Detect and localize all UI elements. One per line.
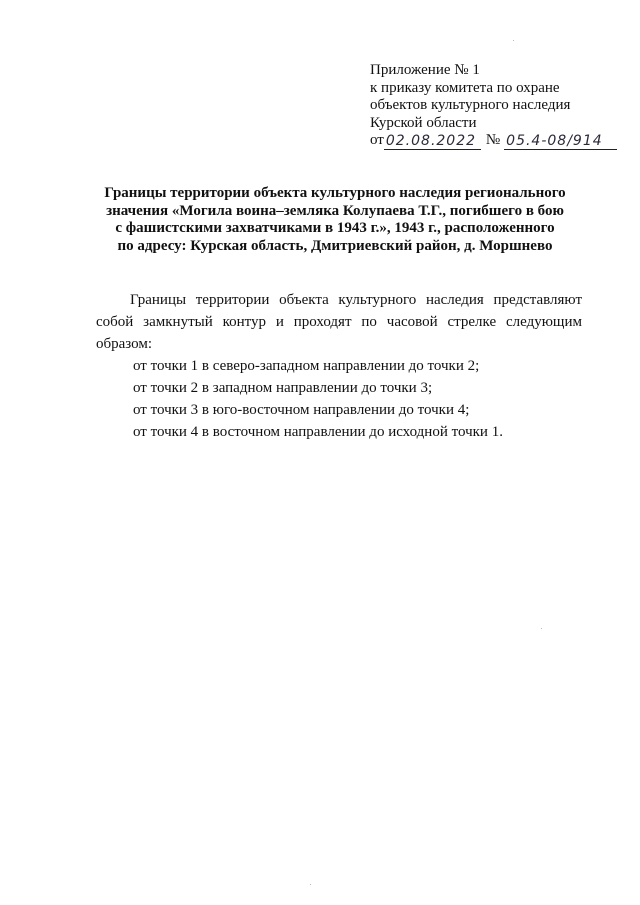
handwritten-order-number: 05.4-08/914 [504,133,617,150]
title-line: значения «Могила воина–земляка Колупаева Т.Г., погибшего в бою [106,202,564,219]
document-body [96,289,582,443]
order-date-number-line [370,132,630,150]
title-line: по адресу: Курская область, Дмитриевский район, д. Моршнево [117,237,553,254]
intro-paragraph: Границы территории объекта культурного наследия представляют собой замкнутый контур и проходят по часовой стрелке следующим образом: [96,292,582,352]
title-line: с фашистскими захватчиками в 1943 г.», 1943 г., расположенного [115,220,555,236]
boundary-points-list [96,355,582,443]
scan-speck [541,628,542,629]
handwritten-date: 02.08.2022 [384,133,481,150]
appendix-order-ref: к приказу комитета по охране [370,79,560,96]
number-label: № [485,132,501,148]
list-item: от точки 1 в северо-западном направлении до точки 2; [133,358,480,374]
appendix-header [370,62,630,150]
list-item: от точки 4 в восточном направлении до исходной точки 1. [133,424,503,440]
appendix-number: Приложение № 1 [370,62,480,78]
appendix-region: Курской области [370,114,477,131]
from-label: от [370,132,384,148]
scan-speck [513,40,514,41]
appendix-committee: объектов культурного наследия [370,97,571,113]
list-item: от точки 2 в западном направлении до точки 3; [133,380,433,396]
document-title [90,185,580,255]
title-line: Границы территории объекта культурного наследия регионального [104,185,566,201]
scan-speck [310,884,311,885]
list-item: от точки 3 в юго-восточном направлении до точки 4; [133,402,470,418]
